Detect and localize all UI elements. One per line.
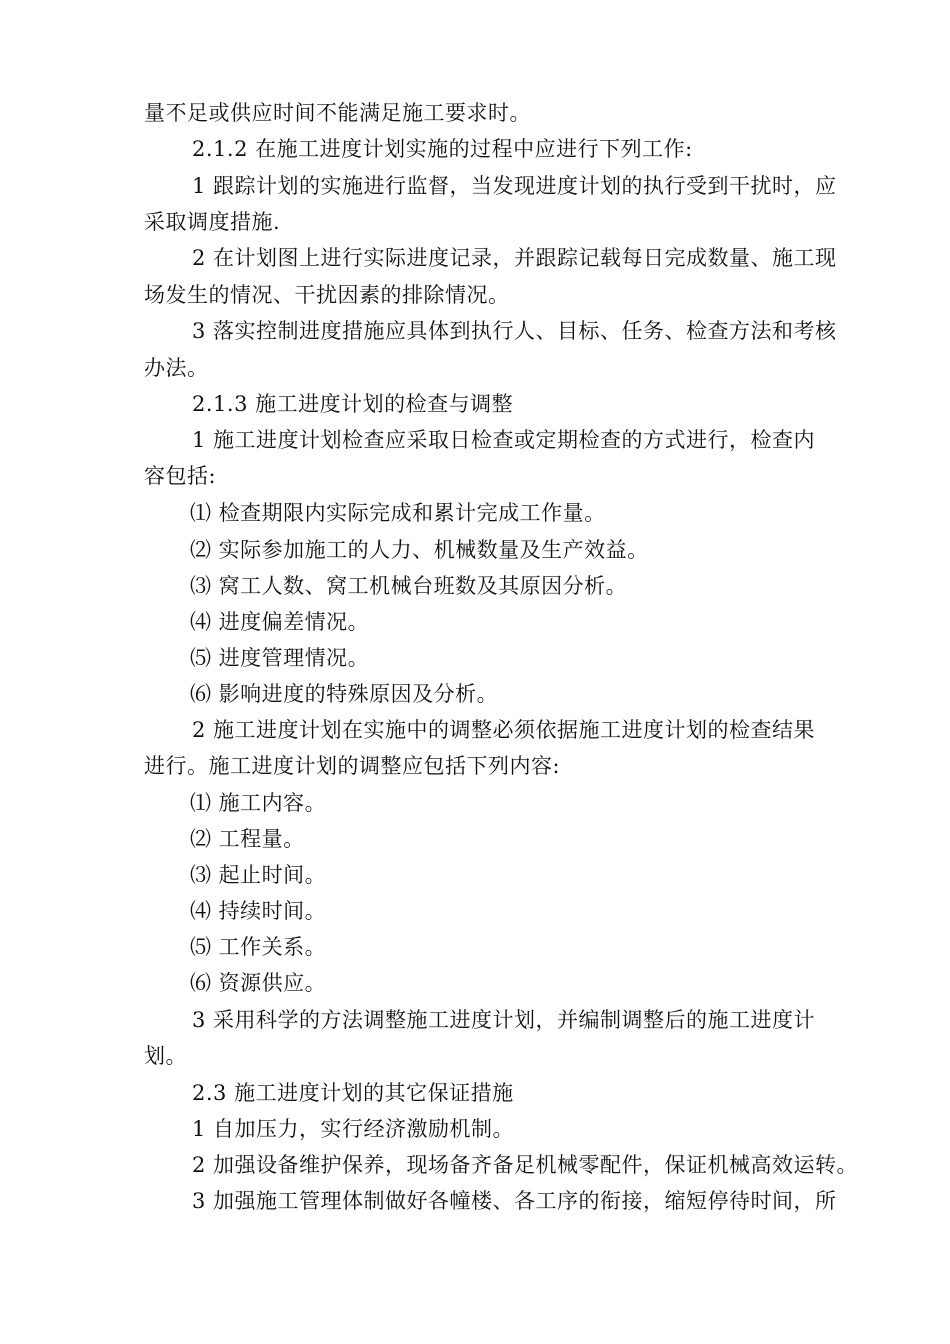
section-heading-2-1-2: 2.1.2 在施工进度计划实施的过程中应进行下列工作: [192, 137, 693, 161]
text-line: 进行。施工进度计划的调整应包括下列内容: [144, 754, 561, 778]
list-item: ⑶ 窝工人数、窝工机械台班数及其原因分析。 [190, 574, 628, 598]
text-line: 量不足或供应时间不能满足施工要求时。 [144, 101, 531, 125]
list-item: ⑹ 资源供应。 [190, 971, 327, 995]
list-item: ⑴ 施工内容。 [190, 791, 327, 815]
list-item: ⑹ 影响进度的特殊原因及分析。 [190, 682, 499, 706]
list-item: ⑴ 检查期限内实际完成和累计完成工作量。 [190, 501, 606, 525]
text-line: 1 跟踪计划的实施进行监督，当发现进度计划的执行受到干扰时，应 [192, 174, 837, 198]
text-line: 3 采用科学的方法调整施工进度计划，并编制调整后的施工进度计 [192, 1008, 816, 1032]
list-item: ⑵ 实际参加施工的人力、机械数量及生产效益。 [190, 538, 649, 562]
text-line: 1 施工进度计划检查应采取日检查或定期检查的方式进行，检查内 [192, 428, 816, 452]
list-item: ⑷ 进度偏差情况。 [190, 610, 370, 634]
text-line: 采取调度措施. [144, 210, 281, 234]
list-item: ⑵ 工程量。 [190, 827, 305, 851]
text-line: 2 施工进度计划在实施中的调整必须依据施工进度计划的检查结果 [192, 718, 816, 742]
text-line: 办法。 [144, 356, 209, 380]
list-item: ⑸ 进度管理情况。 [190, 646, 370, 670]
list-item: ⑷ 持续时间。 [190, 899, 327, 923]
text-line: 2 加强设备维护保养，现场备齐备足机械零配件，保证机械高效运转。 [192, 1153, 859, 1177]
text-line: 1 自加压力，实行经济激励机制。 [192, 1117, 515, 1141]
text-line: 3 落实控制进度措施应具体到执行人、目标、任务、检查方法和考核 [192, 319, 837, 343]
text-line: 3 加强施工管理体制做好各幢楼、各工序的衔接，缩短停待时间，所 [192, 1189, 837, 1213]
text-line: 划。 [144, 1044, 187, 1068]
list-item: ⑸ 工作关系。 [190, 935, 327, 959]
section-heading-2-3: 2.3 施工进度计划的其它保证措施 [192, 1081, 514, 1105]
text-line: 容包括: [144, 464, 217, 488]
text-line: 2 在计划图上进行实际进度记录，并跟踪记载每日完成数量、施工现 [192, 246, 837, 270]
section-heading-2-1-3: 2.1.3 施工进度计划的检查与调整 [192, 392, 514, 416]
list-item: ⑶ 起止时间。 [190, 863, 327, 887]
text-line: 场发生的情况、干扰因素的排除情况。 [144, 283, 510, 307]
